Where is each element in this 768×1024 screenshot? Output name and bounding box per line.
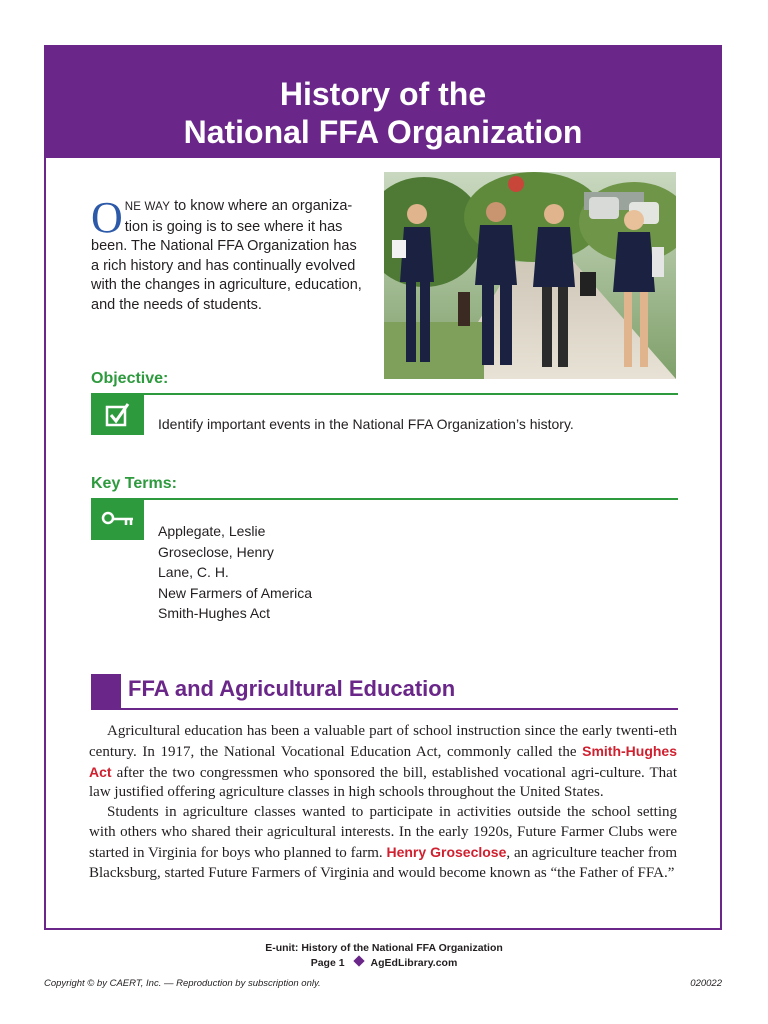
drop-cap: O bbox=[91, 193, 123, 242]
checkbox-icon bbox=[91, 395, 144, 435]
diamond-icon bbox=[353, 955, 364, 966]
key-term-item: Groseclose, Henry bbox=[158, 543, 274, 560]
body-text-run: , an agriculture teacher from Blacksburg, started Future Farmers of Virginia and would become known as “the Father of FFA.” bbox=[89, 844, 677, 881]
page-title-line1: History of the bbox=[279, 76, 487, 112]
body-text-run: Students in agriculture classes wanted to participate in activities outside the school setting with others who shared their agricultural interests. In the early 1920s, Future Farmer Clubs were started in Virginia for boys who planned to farm. bbox=[89, 804, 677, 861]
title-banner bbox=[44, 45, 722, 158]
body-text-run: Agricultural education has been a valuable part of school instruction since the early twenti-eth century. In 1917, the National Vocational Education Act, commonly called the bbox=[89, 723, 677, 760]
key-term-item: Applegate, Leslie bbox=[158, 523, 266, 539]
key-icon bbox=[91, 500, 144, 540]
key-term-item: New Farmers of America bbox=[158, 584, 313, 601]
key-terms-rule bbox=[91, 498, 678, 500]
footer-unit: E-unit: History of the National FFA Organization bbox=[265, 942, 503, 954]
section-heading bbox=[91, 674, 678, 710]
site-link[interactable]: AgEdLibrary.com bbox=[370, 957, 458, 969]
intro-paragraph bbox=[91, 193, 367, 315]
body-text-run: after the two congressmen who sponsored the bill, established vocational agri-culture. That law justified offering agriculture classes in high schools throughout the United States. bbox=[89, 764, 677, 801]
section-heading-text: FFA and Agricultural Education bbox=[128, 676, 456, 701]
key-term-highlight: Henry Groseclose bbox=[386, 843, 507, 860]
page-title-line2: National FFA Organization bbox=[183, 114, 583, 150]
students-photo bbox=[384, 172, 676, 379]
footer-page-line bbox=[0, 957, 768, 969]
intro-text: to know where an organiza-tion is going is to see where it has been. The National FFA Organization has a rich history and has continually evolved with the changes in agriculture, education, and the needs of students. bbox=[91, 198, 362, 313]
key-term-item: Smith-Hughes Act bbox=[158, 605, 271, 621]
objective-label: Objective: bbox=[91, 370, 169, 387]
key-terms-list bbox=[158, 521, 312, 624]
objective-text: Identify important events in the National FFA Organization’s history. bbox=[158, 416, 574, 432]
body-paragraph bbox=[89, 803, 677, 883]
document-code: 020022 bbox=[690, 978, 722, 989]
copyright-notice: Copyright © by CAERT, Inc. — Reproduction by subscription only. bbox=[44, 978, 321, 989]
key-terms-label: Key Terms: bbox=[91, 475, 177, 492]
intro-small-caps: NE WAY bbox=[124, 201, 171, 213]
objective-rule bbox=[91, 393, 678, 395]
page-number: Page 1 bbox=[310, 957, 345, 969]
section-body bbox=[89, 722, 677, 883]
section-heading-marker bbox=[91, 674, 121, 708]
key-term-highlight: Smith-Hughes Act bbox=[89, 742, 677, 780]
body-paragraph bbox=[89, 722, 677, 803]
key-term-item: Lane, C. H. bbox=[158, 564, 229, 580]
